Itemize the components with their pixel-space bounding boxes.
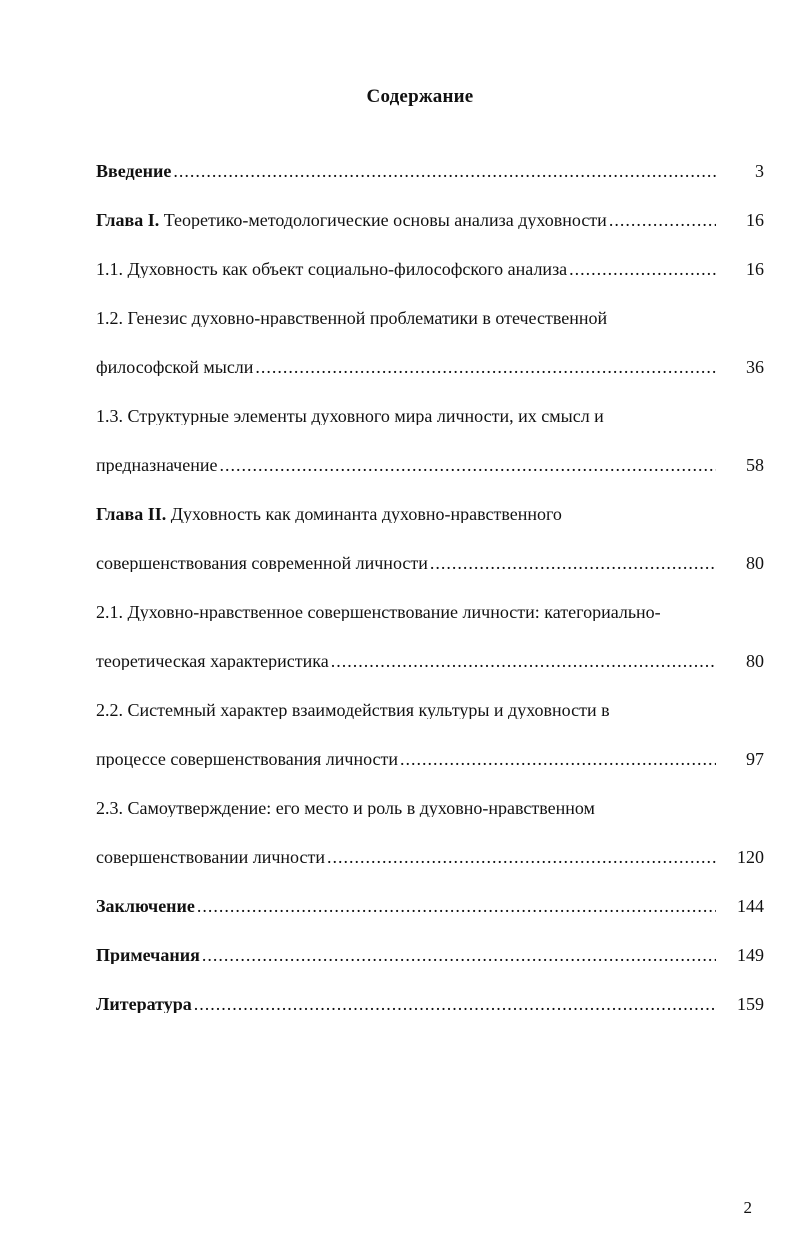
toc-entry-text: процессе совершенствования личности xyxy=(96,749,399,768)
toc-entry-text: теоретическая характеристика xyxy=(96,651,329,670)
toc-page-number: 80 xyxy=(746,552,764,573)
page-number: 2 xyxy=(743,1198,752,1217)
toc-entry-text: предназначение xyxy=(96,455,218,474)
dot-leader xyxy=(197,897,716,915)
dot-leader xyxy=(609,211,716,229)
toc-entry-literature xyxy=(96,979,766,1028)
toc-page-number: 97 xyxy=(746,748,764,769)
toc-entry-2-1-line-2 xyxy=(96,636,766,685)
toc-page-number: 36 xyxy=(746,356,764,377)
toc-entry-chapter-2-line-1 xyxy=(96,489,766,538)
table-of-contents xyxy=(96,146,766,1028)
toc-page-number: 120 xyxy=(737,846,764,867)
toc-page-number: 80 xyxy=(746,650,764,671)
toc-entry-text: 2.2. Системный характер взаимодействия культуры и духовности в xyxy=(96,700,610,719)
toc-entry-1-1 xyxy=(96,244,766,293)
toc-entry-conclusion xyxy=(96,881,766,930)
toc-page-number: 58 xyxy=(746,454,764,475)
toc-entry-2-3-line-2 xyxy=(96,832,766,881)
toc-entry-bold: Заключение xyxy=(96,896,195,915)
toc-entry-text: 2.1. Духовно-нравственное совершенствование личности: категориально- xyxy=(96,602,661,621)
toc-entry-text: 2.3. Самоутверждение: его место и роль в духовно-нравственном xyxy=(96,798,595,817)
toc-page-number: 159 xyxy=(737,993,764,1014)
dot-leader xyxy=(173,162,716,180)
toc-entry-text: 1.1. Духовность как объект социально-философского анализа xyxy=(96,259,568,278)
toc-entry-text: Теоретико-методологические основы анализа духовности xyxy=(159,210,607,229)
toc-entry-1-2-line-1 xyxy=(96,293,766,342)
toc-page-number: 3 xyxy=(755,160,764,181)
toc-entry-introduction xyxy=(96,146,766,195)
toc-entry-bold: Введение xyxy=(96,161,172,180)
dot-leader xyxy=(194,995,716,1013)
toc-entry-2-1-line-1 xyxy=(96,587,766,636)
toc-entry-bold: Глава I. xyxy=(96,210,160,229)
toc-page-number: 16 xyxy=(746,209,764,230)
toc-entry-chapter-1 xyxy=(96,195,766,244)
toc-entry-text: 1.3. Структурные элементы духовного мира личности, их смысл и xyxy=(96,406,604,425)
dot-leader xyxy=(400,750,716,768)
toc-entry-text: совершенствовании личности xyxy=(96,847,325,866)
toc-entry-text: философской мысли xyxy=(96,357,254,376)
dot-leader xyxy=(569,260,716,278)
dot-leader xyxy=(430,554,716,572)
toc-entry-bold: Примечания xyxy=(96,945,200,964)
page-title: Содержание xyxy=(366,86,474,107)
toc-page-number: 149 xyxy=(737,944,764,965)
dot-leader xyxy=(219,456,716,474)
toc-page-number: 16 xyxy=(746,258,764,279)
toc-entry-notes xyxy=(96,930,766,979)
toc-entry-bold: Литература xyxy=(96,994,192,1013)
toc-entry-1-3-line-2 xyxy=(96,440,766,489)
toc-entry-text: Духовность как доминанта духовно-нравственного xyxy=(166,504,562,523)
dot-leader xyxy=(255,358,716,376)
toc-entry-2-2-line-1 xyxy=(96,685,766,734)
toc-entry-text: совершенствования современной личности xyxy=(96,553,428,572)
toc-page-number: 144 xyxy=(737,895,764,916)
toc-entry-text: 1.2. Генезис духовно-нравственной проблематики в отечественной xyxy=(96,308,608,327)
toc-entry-2-2-line-2 xyxy=(96,734,766,783)
dot-leader xyxy=(327,848,716,866)
dot-leader xyxy=(202,946,716,964)
toc-entry-1-3-line-1 xyxy=(96,391,766,440)
toc-entry-chapter-2-line-2 xyxy=(96,538,766,587)
dot-leader xyxy=(331,652,716,670)
toc-entry-bold: Глава II. xyxy=(96,504,167,523)
toc-entry-2-3-line-1 xyxy=(96,783,766,832)
toc-entry-1-2-line-2 xyxy=(96,342,766,391)
